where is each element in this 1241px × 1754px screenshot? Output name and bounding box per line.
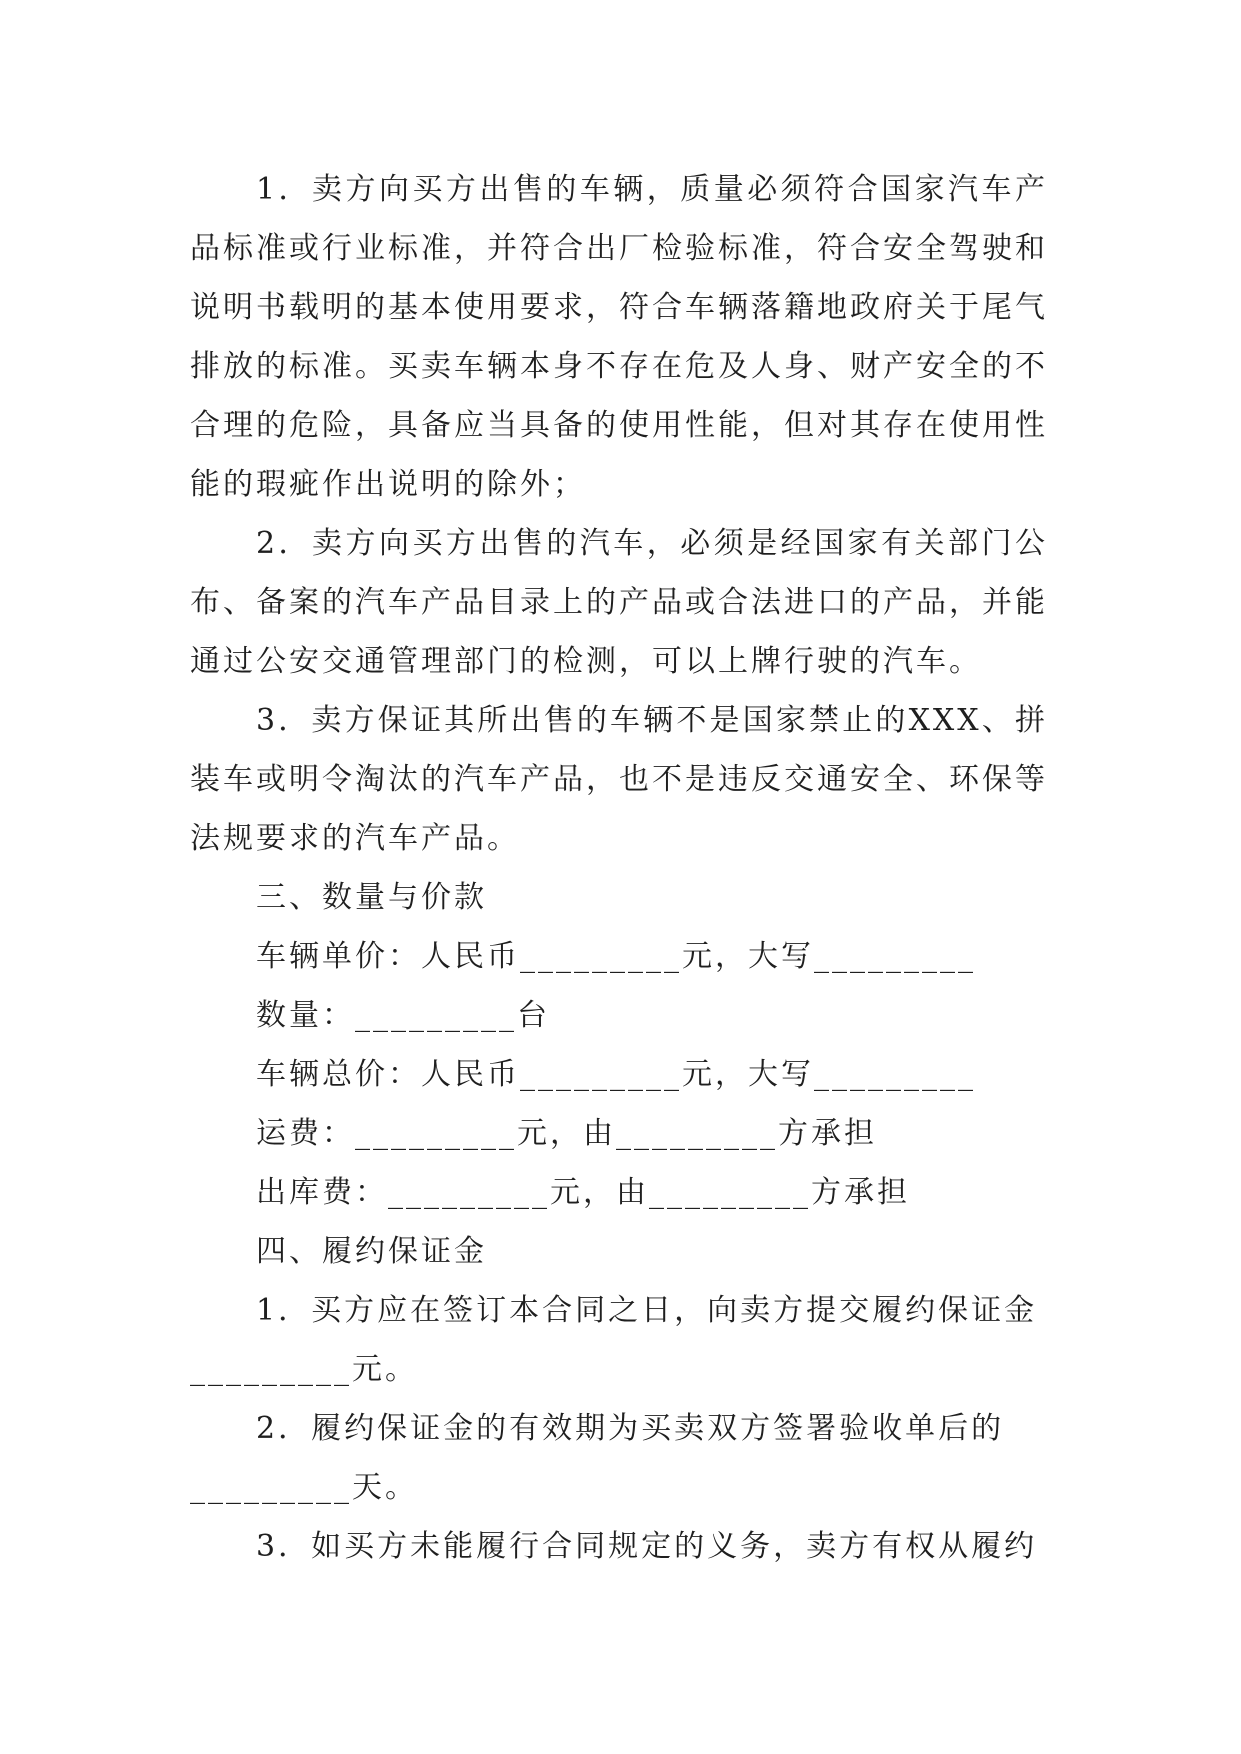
section-heading-deposit: 四、履约保证金	[256, 1234, 487, 1269]
quantity-line: 数量：_________台	[256, 998, 550, 1033]
section-heading-quantity-price: 三、数量与价款	[256, 880, 487, 915]
freight-line: 运费：_________元，由_________方承担	[256, 1116, 877, 1151]
clause-prohibited: 3．卖方保证其所出售的车辆不是国家禁止的XXX、拼装车或明令淘汰的汽车产品，也不是违反交通安全、环保等法规要求的汽车产品。	[190, 703, 1048, 856]
total-price-line: 车辆总价：人民币_________元，大写_________	[256, 1057, 976, 1092]
deposit-item-1-amount: _________元。	[190, 1352, 418, 1387]
unit-price-line: 车辆单价：人民币_________元，大写_________	[256, 939, 976, 974]
warehouse-fee-line: 出库费：_________元，由_________方承担	[256, 1175, 910, 1210]
clause-quality: 1．卖方向买方出售的车辆，质量必须符合国家汽车产品标准或行业标准，并符合出厂检验标准，符合安全驾驶和说明书载明的基本使用要求，符合车辆落籍地政府关于尾气排放的标准。买卖车辆本身不存在危及人身、财产安全的不合理的危险，具备应当具备的使用性能，但对其存在使用性能的瑕疵作出说明的除外；	[190, 172, 1048, 502]
deposit-item-2: 2．履约保证金的有效期为买卖双方签署验收单后的	[256, 1411, 1005, 1446]
document-body	[190, 160, 1048, 1576]
clause-catalog: 2．卖方向买方出售的汽车，必须是经国家有关部门公布、备案的汽车产品目录上的产品或合法进口的产品，并能通过公安交通管理部门的检测，可以上牌行驶的汽车。	[190, 526, 1048, 679]
deposit-item-2-days: _________天。	[190, 1470, 418, 1505]
deposit-item-3: 3．如买方未能履行合同规定的义务，卖方有权从履约	[256, 1529, 1038, 1564]
deposit-item-1: 1．买方应在签订本合同之日，向卖方提交履约保证金	[256, 1293, 1038, 1328]
